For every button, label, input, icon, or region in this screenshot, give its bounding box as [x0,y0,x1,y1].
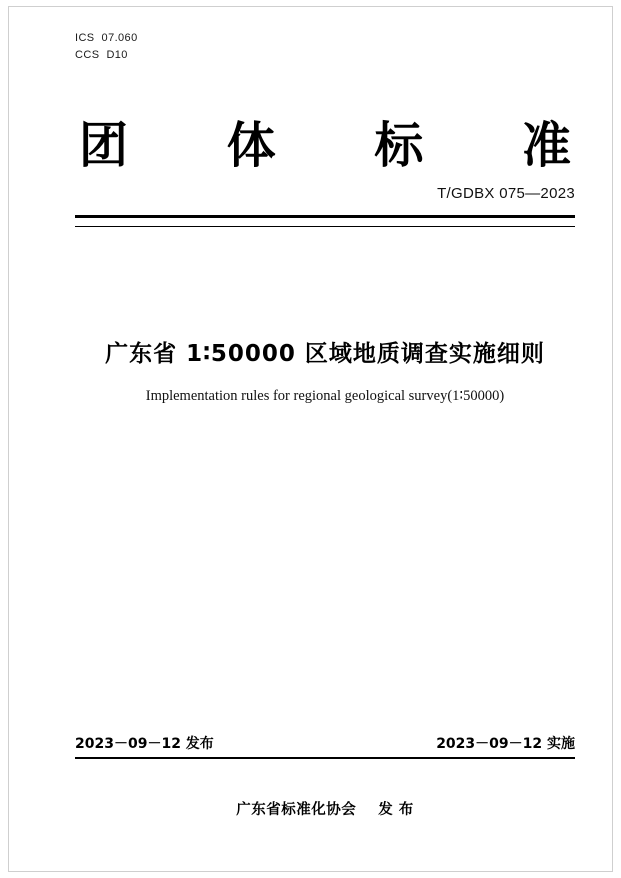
title-char-3: 标 [374,117,424,174]
page-title: 广东省 1∶50000 区域地质调查实施细则 [105,341,545,367]
document-type-title [75,118,575,174]
ccs-label: CCS [75,49,100,61]
classification-codes [75,30,138,64]
header-rule-thick [75,215,575,218]
page-title-english: Implementation rules for regional geological survey(1∶50000) [145,388,505,404]
effective-date: 2023－09－12 实施 [436,736,575,752]
ics-code-line [75,30,138,47]
standard-number: T/GDBX 075—2023 [437,185,575,202]
footer-rule [75,757,575,759]
date-row [75,733,575,753]
ics-label: ICS [75,32,95,44]
issuer-action: 发 布 [378,802,414,818]
ccs-value: D10 [106,49,128,61]
header-rule-thin [75,226,575,227]
title-char-4: 准 [521,117,571,174]
issue-date: 2023－09－12 发布 [75,736,214,752]
title-char-2: 体 [226,117,276,174]
cover-content [75,0,575,878]
issuer-line [75,798,575,819]
ccs-code-line [75,47,138,64]
title-char-1: 团 [79,117,129,174]
issuer-name: 广东省标准化协会 [236,802,357,818]
ics-value: 07.060 [101,32,138,44]
